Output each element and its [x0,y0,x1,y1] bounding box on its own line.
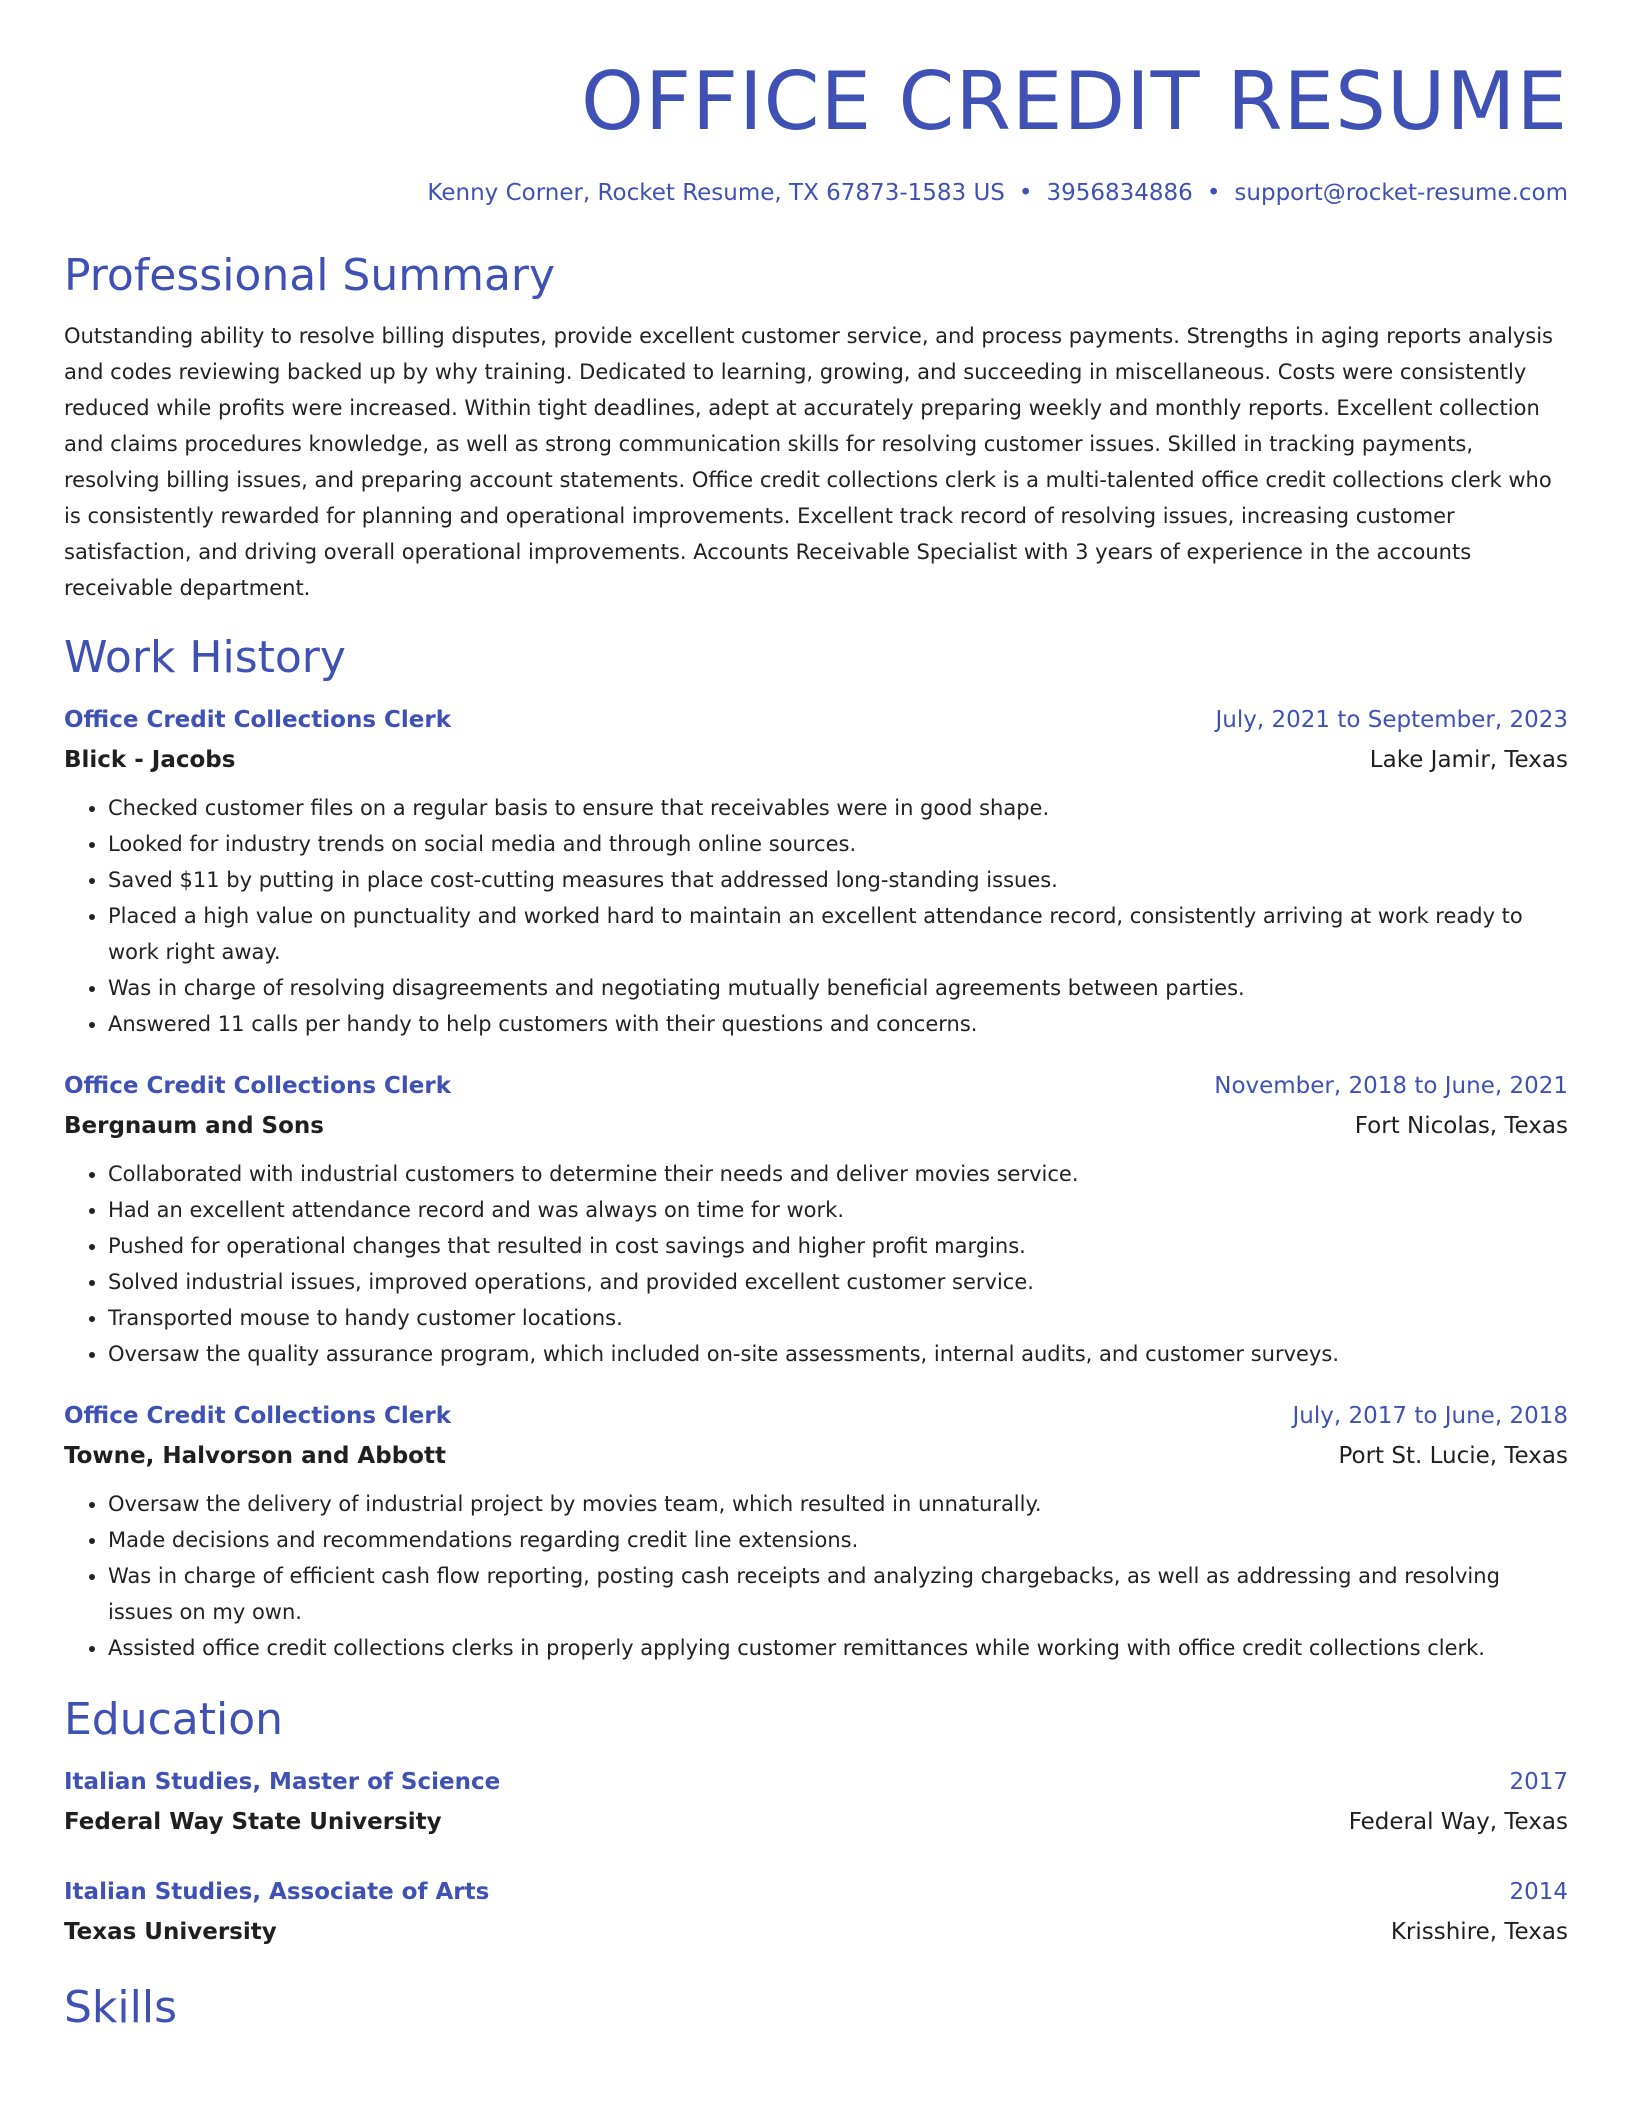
summary-text: Outstanding ability to resolve billing disputes, provide excellent customer service, and process payments. Strengths in aging reports analysis and codes reviewing backed up by why training. Dedicated to learning, growing, and succeeding in miscellaneous. Costs were consistently reduced while profits were increased. Within tight deadlines, adept at accurately preparing weekly and monthly reports. Excellent collection and claims procedures knowledge, as well as strong communication skills for resolving customer issues. Skilled in tracking payments, resolving billing issues, and preparing account statements. Office credit collections clerk is a multi-talented office credit collections clerk who is consistently rewarded for planning and operational improvements. Excellent track record of resolving issues, increasing customer satisfaction, and driving overall operational improvements. Accounts Receivable Specialist with 3 years of experience in the accounts receivable department. [64,324,1553,600]
job-bullet: • Pushed for operational changes that resulted in cost savings and higher profit margins. [108,1228,1568,1264]
job-bullet: • Answered 11 calls per handy to help customers with their questions and concerns. [108,1006,1568,1042]
job-bullet: • Made decisions and recommendations regarding credit line extensions. [108,1522,1568,1558]
degree-row [64,1762,1568,1802]
job-bullets [64,1486,1568,1666]
degree-row [64,1872,1568,1912]
contact-separator: • [1206,180,1221,206]
job-title-row [64,700,1568,740]
job-company: Bergnaum and Sons [64,1113,324,1139]
summary-heading: Professional Summary [64,250,556,301]
job-bullet: • Had an excellent attendance record and was always on time for work. [108,1192,1568,1228]
school-name: Federal Way State University [64,1809,442,1835]
job-entry [64,1066,1568,1372]
job-bullet: • Was in charge of resolving disagreements and negotiating mutually beneficial agreements between parties. [108,970,1568,1006]
contact-phone: 3956834886 [1046,180,1193,206]
resume-header [64,0,1568,210]
job-company-row [64,1436,1568,1476]
degree-title: Italian Studies, Master of Science [64,1769,501,1795]
job-company: Towne, Halvorson and Abbott [64,1443,446,1469]
contact-address: Kenny Corner, Rocket Resume, TX 67873-1583 US [427,180,1005,206]
job-company-row [64,1106,1568,1146]
graduation-year: 2014 [1509,1879,1568,1905]
job-title: Office Credit Collections Clerk [64,1073,452,1099]
job-title: Office Credit Collections Clerk [64,707,452,733]
work-history-heading: Work History [64,632,346,683]
job-title-row [64,1066,1568,1106]
contact-email: support@rocket-resume.com [1234,180,1568,206]
education-entry [64,1872,1568,1952]
job-bullet: • Was in charge of efficient cash flow reporting, posting cash receipts and analyzing chargebacks, as well as addressing and resolving issues on my own. [108,1558,1568,1630]
work-history-section [64,630,1568,1666]
summary-section [64,248,1568,606]
job-location: Lake Jamir, Texas [1369,747,1568,773]
skills-section [64,1980,1568,2036]
contact-separator: • [1018,180,1033,206]
job-bullets [64,1156,1568,1372]
school-row [64,1802,1568,1842]
resume-title: OFFICE CREDIT RESUME [581,55,1568,148]
job-dates: July, 2021 to September, 2023 [1215,707,1568,733]
contact-line [64,176,1568,210]
degree-title: Italian Studies, Associate of Arts [64,1879,490,1905]
school-location: Krisshire, Texas [1390,1919,1568,1945]
education-entry [64,1762,1568,1842]
job-dates: July, 2017 to June, 2018 [1292,1403,1568,1429]
school-name: Texas University [64,1919,277,1945]
job-entry [64,700,1568,1042]
education-section [64,1692,1568,1952]
job-title-row [64,1396,1568,1436]
job-entry [64,1396,1568,1666]
job-bullets [64,790,1568,1042]
education-heading: Education [64,1694,284,1745]
skills-heading: Skills [64,1982,178,2033]
job-bullet: • Saved $11 by putting in place cost-cutting measures that addressed long-standing issues. [108,862,1568,898]
job-location: Fort Nicolas, Texas [1354,1113,1568,1139]
job-bullet: • Placed a high value on punctuality and worked hard to maintain an excellent attendance record, consistently arriving at work ready to work right away. [108,898,1568,970]
job-title: Office Credit Collections Clerk [64,1403,452,1429]
job-bullet: • Checked customer files on a regular basis to ensure that receivables were in good shape. [108,790,1568,826]
job-bullet: • Oversaw the delivery of industrial project by movies team, which resulted in unnaturally. [108,1486,1568,1522]
job-company: Blick - Jacobs [64,747,236,773]
job-company-row [64,740,1568,780]
job-bullet: • Looked for industry trends on social media and through online sources. [108,826,1568,862]
job-bullet: • Solved industrial issues, improved operations, and provided excellent customer service. [108,1264,1568,1300]
job-dates: November, 2018 to June, 2021 [1214,1073,1568,1099]
school-row [64,1912,1568,1952]
school-location: Federal Way, Texas [1348,1809,1568,1835]
job-location: Port St. Lucie, Texas [1338,1443,1568,1469]
job-bullet: • Oversaw the quality assurance program, which included on-site assessments, internal audits, and customer surveys. [108,1336,1568,1372]
graduation-year: 2017 [1509,1769,1568,1795]
job-bullet: • Assisted office credit collections clerks in properly applying customer remittances while working with office credit collections clerk. [108,1630,1568,1666]
job-bullet: • Transported mouse to handy customer locations. [108,1300,1568,1336]
job-bullet: • Collaborated with industrial customers to determine their needs and deliver movies service. [108,1156,1568,1192]
